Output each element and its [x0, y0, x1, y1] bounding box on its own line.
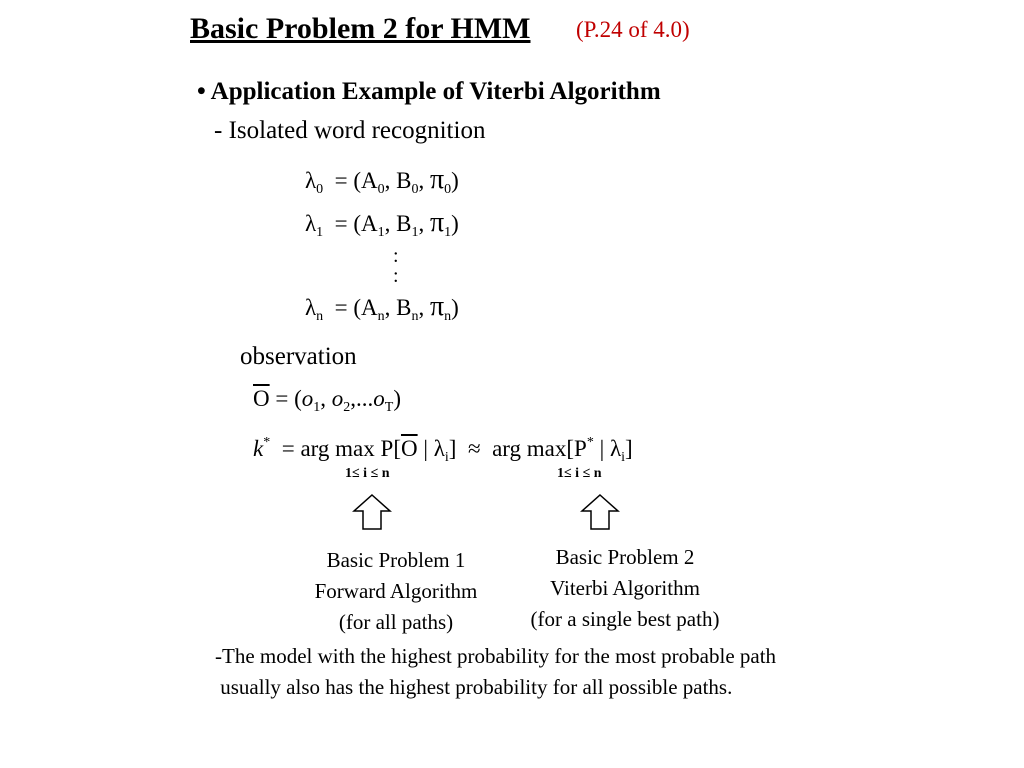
symbol-a: A: [361, 168, 378, 193]
slide-title: Basic Problem 2 for HMM: [190, 12, 531, 45]
subscript: T: [384, 400, 394, 415]
lambda-symbol: λ: [305, 168, 317, 193]
subscript: 0: [377, 182, 385, 197]
bullet-marker: •: [197, 78, 206, 105]
pi-symbol: π: [430, 207, 445, 238]
vertical-dots-2: :: [393, 265, 399, 287]
subscript: 0: [316, 182, 324, 197]
subtitle: - Isolated word recognition: [214, 117, 486, 144]
lambda-symbol: λ: [609, 436, 622, 461]
caption-line: (for a single best path): [530, 607, 720, 631]
observation-symbol: $\overline{O}$: [400, 436, 418, 461]
argmax-range-right: 1≤ i ≤ n: [557, 466, 602, 481]
caption-line: Viterbi Algorithm: [550, 576, 700, 600]
subscript: 0: [444, 182, 452, 197]
subscript: 1: [316, 225, 324, 240]
argmax-equation: k* = arg $\max P[\overline{O}$ | $\lambda_i$] ≈ arg max[P* | $\lambda_i$]: [253, 435, 633, 465]
forward-algorithm-caption: [286, 545, 506, 638]
argmax-text: arg max: [300, 436, 375, 461]
p-symbol: P: [574, 436, 587, 461]
subscript: n: [444, 309, 452, 324]
subscript: 1: [377, 225, 385, 240]
subscript: i: [621, 450, 625, 465]
observation-label: observation: [240, 343, 357, 370]
up-arrow-icon: [580, 494, 620, 530]
ellipsis: ...: [356, 386, 374, 411]
star-superscript: *: [263, 435, 271, 450]
subscript: 1: [313, 400, 321, 415]
caption-line: (for all paths): [338, 610, 454, 634]
observation-equation: $\overline{O} = (o_1$, $o_2,...o_T$): [253, 386, 401, 415]
p-symbol: P: [380, 436, 394, 461]
lambda-symbol: λ: [433, 436, 445, 461]
subscript: n: [316, 309, 324, 324]
observation-symbol: $\overline{O}$: [253, 386, 270, 411]
lambda-symbol: λ: [305, 295, 317, 320]
pi-symbol: π: [430, 164, 445, 195]
subscript: n: [377, 309, 385, 324]
caption-line: Forward Algorithm: [314, 579, 478, 603]
subscript: 1: [444, 225, 452, 240]
viterbi-algorithm-caption: [505, 542, 745, 635]
symbol-b: B: [396, 295, 412, 320]
caption-line: Basic Problem 1: [326, 548, 466, 572]
argmax-range-left: 1≤ i ≤ n: [345, 466, 390, 481]
note-line-2: usually also has the highest probability for all possible paths.: [215, 675, 733, 699]
o-symbol: o: [331, 386, 344, 411]
model-eq-1: $\lambda_1 = (A_1$, $B_1$, $\pi_1$): [305, 207, 459, 240]
symbol-a: A: [361, 211, 378, 236]
pi-symbol: π: [430, 291, 445, 322]
symbol-a: A: [361, 295, 378, 320]
o-symbol: o: [301, 386, 314, 411]
subscript: 0: [411, 182, 419, 197]
subscript: i: [444, 450, 449, 465]
note-line-1: -The model with the highest probability for the most probable path: [215, 644, 777, 668]
k-symbol: k: [253, 436, 264, 461]
star-superscript: *: [586, 435, 594, 450]
page-reference: (P.24 of 4.0): [576, 17, 690, 42]
up-arrow-icon: [352, 494, 392, 530]
symbol-b: B: [396, 168, 412, 193]
argmax-text: arg max: [492, 436, 567, 461]
caption-line: Basic Problem 2: [555, 545, 695, 569]
model-eq-n: $\lambda_n = (A_n$, $B_n$, $\pi_n$): [305, 291, 459, 324]
subscript: 2: [343, 400, 351, 415]
model-eq-0: $\lambda_0 = (A_0$, $B_0$, $\pi_0$): [305, 164, 459, 197]
bullet-heading: [197, 78, 661, 106]
bullet-text: Application Example of Viterbi Algorithm: [210, 78, 661, 105]
approx-symbol: ≈: [467, 436, 481, 461]
o-symbol: o: [373, 386, 385, 411]
lambda-symbol: λ: [305, 211, 317, 236]
subscript: 1: [411, 225, 419, 240]
vertical-dots-1: :: [393, 245, 399, 267]
subscript: n: [411, 309, 419, 324]
symbol-b: B: [396, 211, 412, 236]
